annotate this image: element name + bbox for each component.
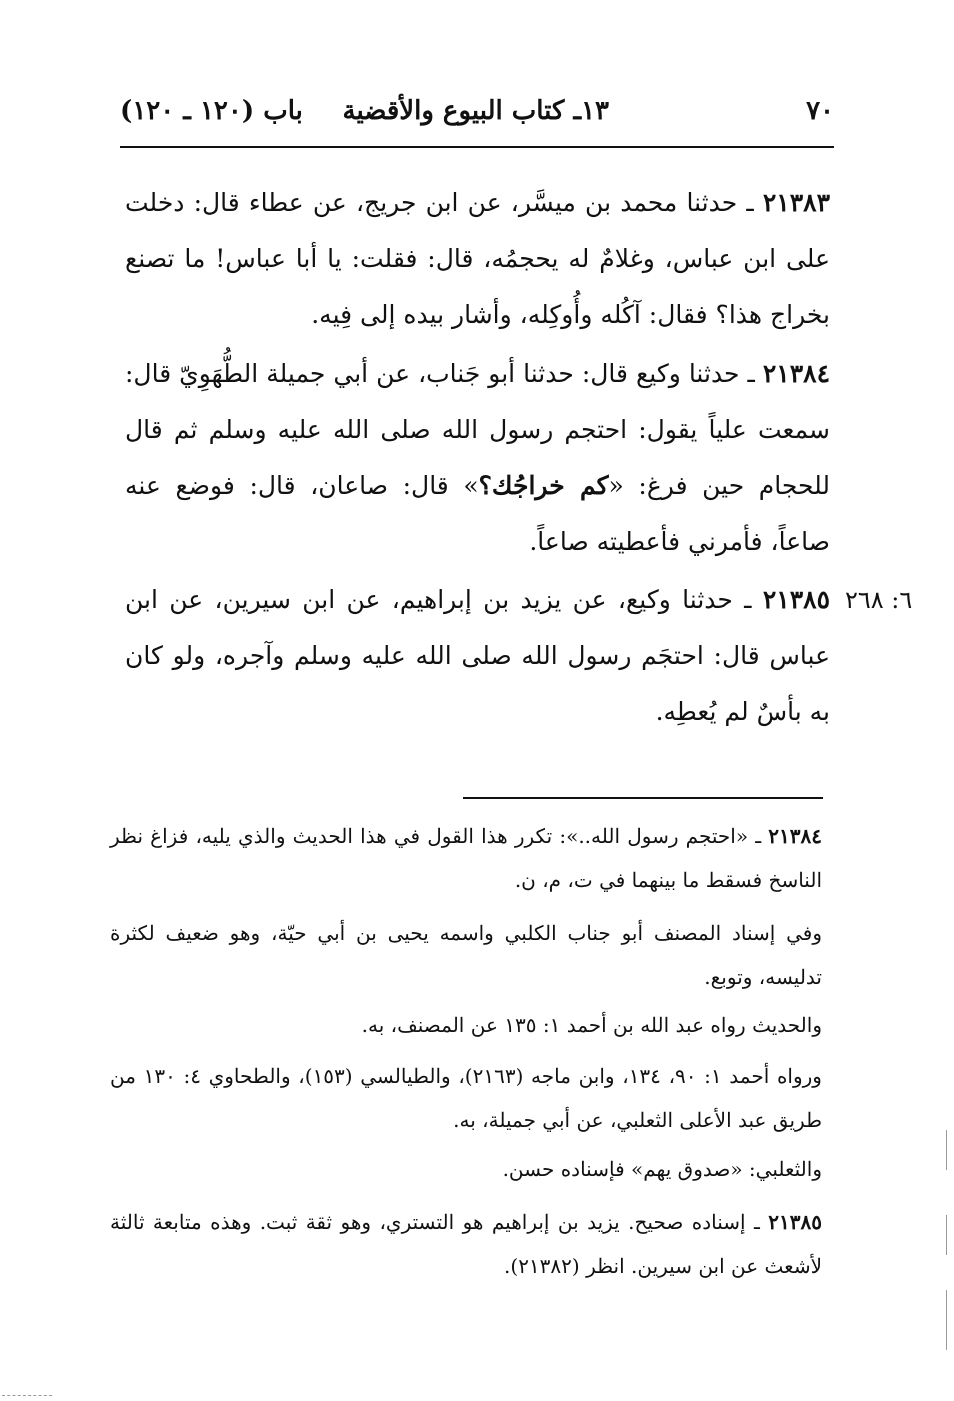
footnote-text: ـ «احتجم رسول الله..»: تكرر هذا القول في هذا الحديث والذي يليه، فزاغ نظر الناسخ فسقط ما بينهما في ت، م، ن.	[110, 824, 822, 892]
footnote-number: ٢١٣٨٥	[768, 1210, 823, 1234]
footnote-text: والثعلبي: «صدوق يهم» فإسناده حسن.	[502, 1157, 822, 1181]
running-header	[120, 92, 834, 140]
page-number: ٧٠	[806, 96, 834, 126]
margin-reference: ٦: ٢٦٨	[845, 586, 913, 614]
footnote-paragraph	[110, 911, 822, 999]
book-title: ١٣ـ كتاب البيوع والأقضية	[342, 96, 609, 126]
hadith-number: ٢١٣٨٥	[762, 585, 830, 614]
footnote-paragraph	[110, 1147, 822, 1191]
footnote-paragraph	[110, 1054, 822, 1142]
footnote-paragraph	[110, 1003, 822, 1047]
hadith-number: ٢١٣٨٣	[762, 188, 830, 217]
hadith-21384	[125, 346, 830, 570]
hadith-21383	[125, 175, 830, 343]
hadith-21385	[125, 572, 830, 740]
footnote-text: ـ إسناده صحيح. يزيد بن إبراهيم هو التستري، وهو ثقة ثبت. وهذه متابعة ثالثة لأشعث عن ابن سيرين. انظر (٢١٣٨٢).	[110, 1210, 822, 1278]
hadith-quote: كم خراجُك؟	[478, 471, 609, 500]
footnote-21384	[110, 814, 822, 902]
footnote-text: وفي إسناد المصنف أبو جناب الكلبي واسمه يحيى بن أبي حيّة، وهو ضعيف لكثرة تدليسه، وتوبع.	[110, 921, 822, 989]
footnote-21385	[110, 1200, 822, 1288]
hadith-text-after: » قال: صاعان، قال: فوضع عنه صاعاً، فأمرني فأعطيته صاعاً.	[125, 471, 830, 556]
hadith-text-before: ـ حدثنا وكيع قال: حدثنا أبو جَناب، عن أبي جميلة الطُّهَوِيّ قال: سمعت علياً يقول: احتجم رسول الله صلى الله عليه وسلم ثم قال للحجام حين فرغ: «	[125, 359, 831, 500]
footnote-rule	[463, 797, 823, 799]
hadith-number: ٢١٣٨٤	[762, 359, 830, 388]
hadith-text: ـ حدثنا محمد بن ميسَّر، عن ابن جريج، عن عطاء قال: دخلت على ابن عباس، وغلامٌ له يحجمُه، قال: فقلت: يا أبا عباس! ما تصنع بخراج هذا؟ فقال: آكُله وأُوكِله، وأشار بيده إلى فِيه.	[125, 188, 830, 329]
footnote-number: ٢١٣٨٤	[768, 824, 823, 848]
chapter-title: باب (١٢٠ ـ ١٢٠)	[120, 96, 303, 126]
header-rule	[120, 146, 834, 148]
scan-edge-mark	[946, 1130, 947, 1170]
footnote-text: ورواه أحمد ١: ٩٠، ١٣٤، وابن ماجه (٢١٦٣)، والطيالسي (١٥٣)، والطحاوي ٤: ١٣٠ من طريق عبد الأعلى الثعلبي، عن أبي جميلة، به.	[110, 1064, 822, 1132]
scan-edge-mark	[946, 1290, 947, 1350]
hadith-text: ـ حدثنا وكيع، عن يزيد بن إبراهيم، عن ابن سيرين، عن ابن عباس قال: احتجَم رسول الله صلى الله عليه وسلم وآجره، ولو كان به بأسٌ لم يُعطِه.	[125, 585, 830, 726]
scan-corner-mark	[2, 1395, 52, 1396]
scan-edge-mark	[946, 1215, 947, 1255]
footnote-text: والحديث رواه عبد الله بن أحمد ١: ١٣٥ عن المصنف، به.	[361, 1013, 822, 1037]
